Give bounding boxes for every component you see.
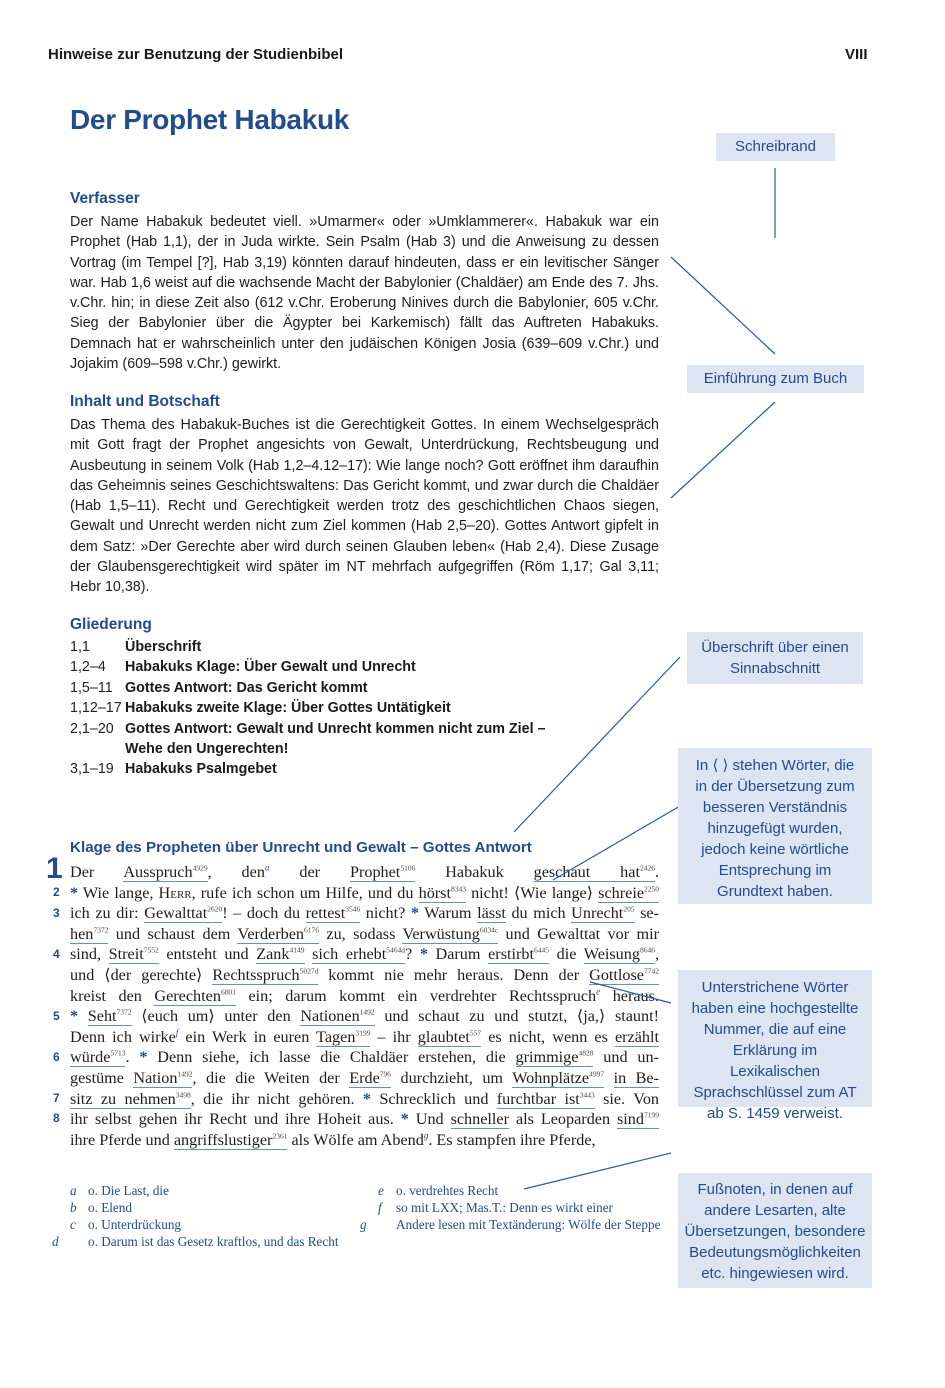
lexicon-word: Prophet$^{5106}$	[349, 863, 416, 881]
lexicon-number: 2250	[644, 884, 660, 894]
verse-line: * Seht$^{7372}$ ⟨euch um⟩ unter den Nationen$^{1492}$ und schaut zu und stutzt, ⟨ja,⟩ staunt!	[70, 1007, 659, 1026]
lexicon-number: 6445	[533, 945, 549, 955]
lexicon-word: geschaut hat$^{2426}$	[533, 863, 655, 881]
lexicon-word: sitz zu nehmen$^{3498}$	[70, 1089, 191, 1108]
leader-line	[524, 1153, 671, 1189]
footnote-text: o. Darum ist das Gesetz kraftlos, und das Recht	[88, 1234, 339, 1249]
annotation-underlined-words: Unterstrichene Wörter haben eine hochgestellte Nummer, die auf eine Erklärung im Lexikalischen Sprachschlüssel zum AT ab S. 1459 verweist.	[678, 970, 872, 1107]
lexicon-word: Gottlose$^{7742}$	[589, 965, 659, 984]
lexicon-number: 5464d	[386, 945, 406, 955]
outline-title: Überschrift	[125, 639, 202, 655]
lexicon-word: furchtbar ist$^{3443}$	[496, 1089, 595, 1108]
verse-number: 5	[53, 1009, 60, 1023]
footnote-text: o. Unterdrückung	[88, 1217, 182, 1232]
annotation-introduction: Einführung zum Buch	[687, 365, 864, 393]
annotation-footnotes: Fußnoten, in denen auf andere Lesarten, alte Übersetzungen, besondere Bedeutungsmöglichkeiten etc. hingewiesen wird.	[678, 1173, 872, 1288]
lexicon-word: hörst$^{8343}$	[418, 883, 466, 902]
content-paragraph: Das Thema des Habakuk-Buches ist die Gerechtigkeit Gottes. In einem Wechselgespräch mit Gott fragt der Prophet angesichts von Gewalt, Unterdrückung, Rechtsbeugung und Ausbeutung in seinem Volk (Hab 1,2–4.12–17): Wie lange noch? Gott eröffnet ihm daraufhin das Geheimnis seines Geschichtswaltens: Das Gericht kommt, und zwar durch die Chaldäer (Hab 1,5–11). Recht und Gerechtigkeit werden trotz des geschichtlichen Chaos siegen, Gewalt und Unrecht werden nicht zum Ziel kommen (Hab 2,5–20). Gottes Antwort gipfelt in dem Satz: »Der Gerechte aber wird durch seinen Glauben leben« (Hab 2,4). Diese Zusage der Glaubensgerechtigkeit wird später im NT mehrfach aufgegriffen (Röm 1,17; Gal 3,11; Hebr 10,38).	[70, 417, 659, 596]
lexicon-word: Nationen$^{1492}$	[300, 1007, 375, 1026]
lexicon-word: erstirbt$^{6445}$	[488, 945, 549, 964]
book-title: Der Prophet Habakuk	[70, 104, 350, 135]
lexicon-number: 7199	[644, 1110, 659, 1120]
footnote-letter: f	[378, 1200, 382, 1215]
lexicon-word: hen$^{7372}$	[70, 924, 109, 943]
verse-marker: *	[139, 1048, 148, 1067]
verse-line: hen$^{7372}$ und schaust dem Verderben$^{6176}$ zu, sodass Verwüstung$^{6034c}$ und Gewalttat vor mir	[70, 924, 659, 943]
footnote-text: Andere lesen mit Textänderung: Wölfe der Steppe	[396, 1217, 661, 1232]
footnote-marker: f	[175, 1027, 179, 1038]
verse-marker: *	[70, 1007, 79, 1026]
lexicon-word: angriffslustiger$^{2361}$	[173, 1130, 288, 1149]
lexicon-word: sich erhebt$^{5464d}$	[312, 945, 406, 964]
author-paragraph: Der Name Habakuk bedeutet viell. »Umarmer« oder »Umklammerer«. Habakuk war ein Prophet (Hab 1,1), der in Juda wirkte. Sein Psalm (Hab 3) und die Anweisung zu dessen Vortrag (im Tempel [?], Hab 3,19) könnten darauf hindeuten, dass er ein levitischer Sänger war. Hab 1,6 weist auf die wachsende Macht der Babylonier (Chaldäer) am Ende des 7. Jhs. v.Chr. hin; in diese Zeit also (612 v.Chr. Eroberung Ninives durch die Babylonier, 605 v.Chr. Sieg der Babylonier über die Ägypter bei Karkemisch) fällt das Auftreten Habakuks. Demnach hat er wahrscheinlich unter den judäischen Königen Josia (639–609 v.Chr.) und Jojakim (609–598 v.Chr.) gewirkt.	[70, 214, 659, 373]
lexicon-word: Gerechten$^{6801}$	[154, 986, 236, 1005]
leader-line	[671, 257, 775, 354]
outline-title: Habakuks Klage: Über Gewalt und Unrecht	[125, 659, 416, 676]
annotation-margin: Schreibrand	[716, 133, 835, 161]
leader-line	[671, 402, 775, 498]
lexicon-word: Rechtsspruch$^{5027d}$	[212, 965, 319, 984]
lexicon-word: Streit$^{7552}$	[108, 945, 159, 964]
verse-line: und ⟨der gerechte⟩ Rechtsspruch$^{5027d}$ kommt nie mehr heraus. Denn der Gottlose$^{7742}$	[70, 965, 659, 984]
verse-marker: *	[400, 1110, 409, 1129]
outline-title: Wehe den Ungerechten!	[125, 740, 289, 757]
lexicon-word: Ausspruch$^{4929}$	[123, 863, 208, 881]
leader-line	[514, 657, 680, 832]
verse-line: * Wie lange, Herr, rufe ich schon um Hilfe, und du hörst$^{8343}$ nicht! ⟨Wie lange⟩ schreie$^{2250}$	[70, 883, 660, 902]
footnote-text: so mit LXX; Mas.T.: Denn es wirkt einer	[396, 1200, 613, 1215]
lexicon-number: 3498	[175, 1090, 191, 1100]
pericope-heading: Klage des Propheten über Unrecht und Gewalt – Gottes Antwort	[70, 839, 532, 856]
lexicon-number: 6801	[220, 987, 236, 997]
verse-line: würde$^{5713}$. * Denn siehe, ich lasse die Chaldäer erstehen, die grimmige$^{4828}$ und un-	[70, 1048, 659, 1067]
verse-line: ich zu dir: Gewalttat$^{2620}$! – doch du rettest$^{3546}$ nicht? * Warum lässt du mich Unrecht$^{205}$ se-	[70, 904, 660, 923]
lexicon-number: 1492	[177, 1069, 193, 1079]
lexicon-word: Unrecht$^{205}$	[571, 904, 635, 923]
lexicon-word: rettest$^{3546}$	[305, 904, 361, 923]
lexicon-word: Zank$^{4149}$	[256, 945, 305, 964]
annotation-section-heading: Überschrift über einen Sinnabschnitt	[687, 632, 863, 684]
section-heading-content: Inhalt und Botschaft	[70, 393, 220, 410]
outline-ref: 2,1–20	[70, 720, 114, 737]
lexicon-number: 2620	[207, 904, 223, 914]
lexicon-word: Verderben$^{6176}$	[237, 924, 319, 943]
lexicon-number: 4149	[289, 945, 305, 955]
footnote-letter: a	[70, 1183, 77, 1198]
lexicon-word: grimmige$^{4828}$	[515, 1048, 594, 1067]
lexicon-word: Erde$^{796}$	[349, 1068, 392, 1087]
outline-ref: 1,2–4	[70, 659, 106, 676]
lexicon-word: in Be-	[613, 1068, 660, 1087]
leader-line	[590, 982, 671, 1003]
lexicon-word: Wohnplätze$^{4997}$	[512, 1068, 605, 1087]
lexicon-word: Weisung$^{8646}$	[583, 945, 655, 964]
verse-line: gestüme Nation$^{1492}$, die die Weiten der Erde$^{796}$ durchzieht, um Wohnplätze$^{4997}$ in Be-	[70, 1068, 660, 1087]
leader-line	[553, 806, 680, 880]
verse-line: ihre Pferde und angriffslustiger$^{2361}$ als Wölfe am Abend$^g$. Es stampfen ihre Pferde,	[70, 1130, 596, 1149]
lexicon-word: Verwüstung$^{6034c}$	[402, 924, 499, 943]
lexicon-word: glaubtet$^{557}$	[417, 1027, 482, 1046]
lexicon-number: 6034c	[479, 925, 499, 935]
lexicon-word: lässt	[477, 904, 506, 923]
footnote-text: o. Elend	[88, 1200, 132, 1215]
lexicon-number: 5106	[400, 863, 416, 873]
footnote-marker: a	[264, 862, 270, 873]
lexicon-number: 557	[469, 1028, 482, 1038]
footnote-letter: d	[52, 1234, 59, 1249]
lexicon-number: 3443	[579, 1090, 595, 1100]
lexicon-number: 8646	[639, 945, 655, 955]
verse-line: kreist den Gerechten$^{6801}$ ein; darum kommt ein verdrehter Rechtsspruch$^e$ heraus.	[70, 986, 659, 1005]
lexicon-number: 796	[379, 1069, 392, 1079]
footnote-marker: g	[423, 1130, 429, 1141]
lexicon-number: 6176	[303, 925, 319, 935]
verse-marker: *	[410, 904, 419, 923]
verse-marker: *	[419, 945, 428, 964]
lexicon-number: 5713	[110, 1048, 126, 1058]
lexicon-number: 7742	[644, 966, 659, 976]
outline-ref: 1,12–17	[70, 700, 122, 717]
verse-line: Denn ich wirke$^f$ ein Werk in euren Tagen$^{3199}$ – ihr glaubtet$^{557}$ es nicht, wenn es erzählt	[70, 1027, 659, 1046]
outline-title: Gottes Antwort: Das Gericht kommt	[125, 679, 368, 696]
lexicon-number: 205	[623, 904, 635, 914]
lexicon-number: 7552	[143, 945, 159, 955]
verse-line: sind, Streit$^{7552}$ entsteht und Zank$^{4149}$ sich erhebt$^{5464d}$? * Darum erstirbt$^{6445}$ die Weisung$^{8646}$,	[70, 945, 660, 964]
outline-ref: 3,1–19	[70, 761, 114, 778]
lexicon-word: Gewalttat$^{2620}$	[144, 904, 223, 923]
lexicon-word: würde$^{5713}$	[70, 1048, 126, 1067]
running-title: Hinweise zur Benutzung der Studienbibel	[48, 46, 344, 63]
lexicon-word: erzählt	[614, 1027, 659, 1046]
lexicon-number: 7372	[116, 1007, 132, 1017]
verse-number: 6	[53, 1050, 60, 1064]
outline-ref: 1,1	[70, 639, 90, 655]
section-heading-author: Verfasser	[70, 190, 140, 207]
lexicon-number: 7372	[93, 925, 109, 935]
footnote-letter: g	[360, 1217, 367, 1232]
lexicon-word: Seht$^{7372}$	[87, 1007, 132, 1026]
footnote-letter: e	[378, 1183, 384, 1198]
lexicon-word: sind$^{7199}$	[617, 1110, 659, 1129]
lexicon-word: Tagen$^{3199}$	[316, 1027, 371, 1046]
outline-title: Habakuks Psalmgebet	[125, 761, 277, 778]
lexicon-word: schreie$^{2250}$	[598, 883, 660, 902]
verse-marker: *	[70, 883, 79, 902]
lexicon-number: 2361	[272, 1131, 288, 1141]
verse-number: 2	[53, 885, 60, 899]
lexicon-number: 8343	[450, 884, 466, 894]
lexicon-number: 4828	[578, 1048, 594, 1058]
outline-title: Gottes Antwort: Gewalt und Unrecht kommen nicht zum Ziel –	[125, 720, 546, 737]
footnote-letter: c	[70, 1217, 76, 1232]
page-number: VIII	[845, 46, 868, 63]
divine-name: Herr	[158, 883, 192, 902]
verse-line: ihr selbst gehen ihr Recht und ihre Hoheit aus. * Und schneller als Leoparden sind$^{7199}$	[70, 1110, 659, 1129]
lexicon-word: Nation$^{1492}$	[133, 1068, 193, 1087]
lexicon-word: schneller	[450, 1110, 510, 1129]
lexicon-number: 2426	[639, 863, 655, 873]
lexicon-number: 3546	[345, 904, 361, 914]
footnote-text: o. Die Last, die	[88, 1183, 169, 1198]
verse-line: sitz zu nehmen$^{3498}$, die ihr nicht gehören. * Schrecklich und furchtbar ist$^{3443}$ sie. Von	[70, 1089, 660, 1108]
verse-marker: *	[362, 1089, 371, 1108]
verse-number: 3	[53, 906, 60, 920]
annotation-angle-brackets: In ⟨ ⟩ stehen Wörter, die in der Übersetzung zum besseren Verständnis hinzugefügt wurden, jedoch keine wörtliche Entsprechung im Grundtext haben.	[678, 748, 872, 904]
verse-line: Der Ausspruch$^{4929}$, den$^a$ der Prophet$^{5106}$ Habakuk geschaut hat$^{2426}$.	[70, 862, 659, 881]
lexicon-number: 3199	[355, 1028, 371, 1038]
lexicon-number: 5027d	[299, 966, 319, 976]
verse-number: 8	[53, 1111, 60, 1125]
lexicon-number: 4929	[192, 863, 208, 873]
footnote-letter: b	[70, 1200, 77, 1215]
outline-title: Habakuks zweite Klage: Über Gottes Untätigkeit	[125, 700, 451, 717]
lexicon-number: 1492	[359, 1007, 375, 1017]
chapter-number: 1	[46, 852, 63, 885]
verse-number: 4	[53, 947, 60, 961]
verse-number: 7	[53, 1091, 60, 1105]
section-heading-outline: Gliederung	[70, 616, 152, 633]
outline-ref: 1,5–11	[70, 679, 113, 696]
footnote-text: o. verdrehtes Recht	[396, 1183, 499, 1198]
lexicon-number: 4997	[589, 1069, 605, 1079]
footnote-marker: e	[596, 986, 601, 997]
